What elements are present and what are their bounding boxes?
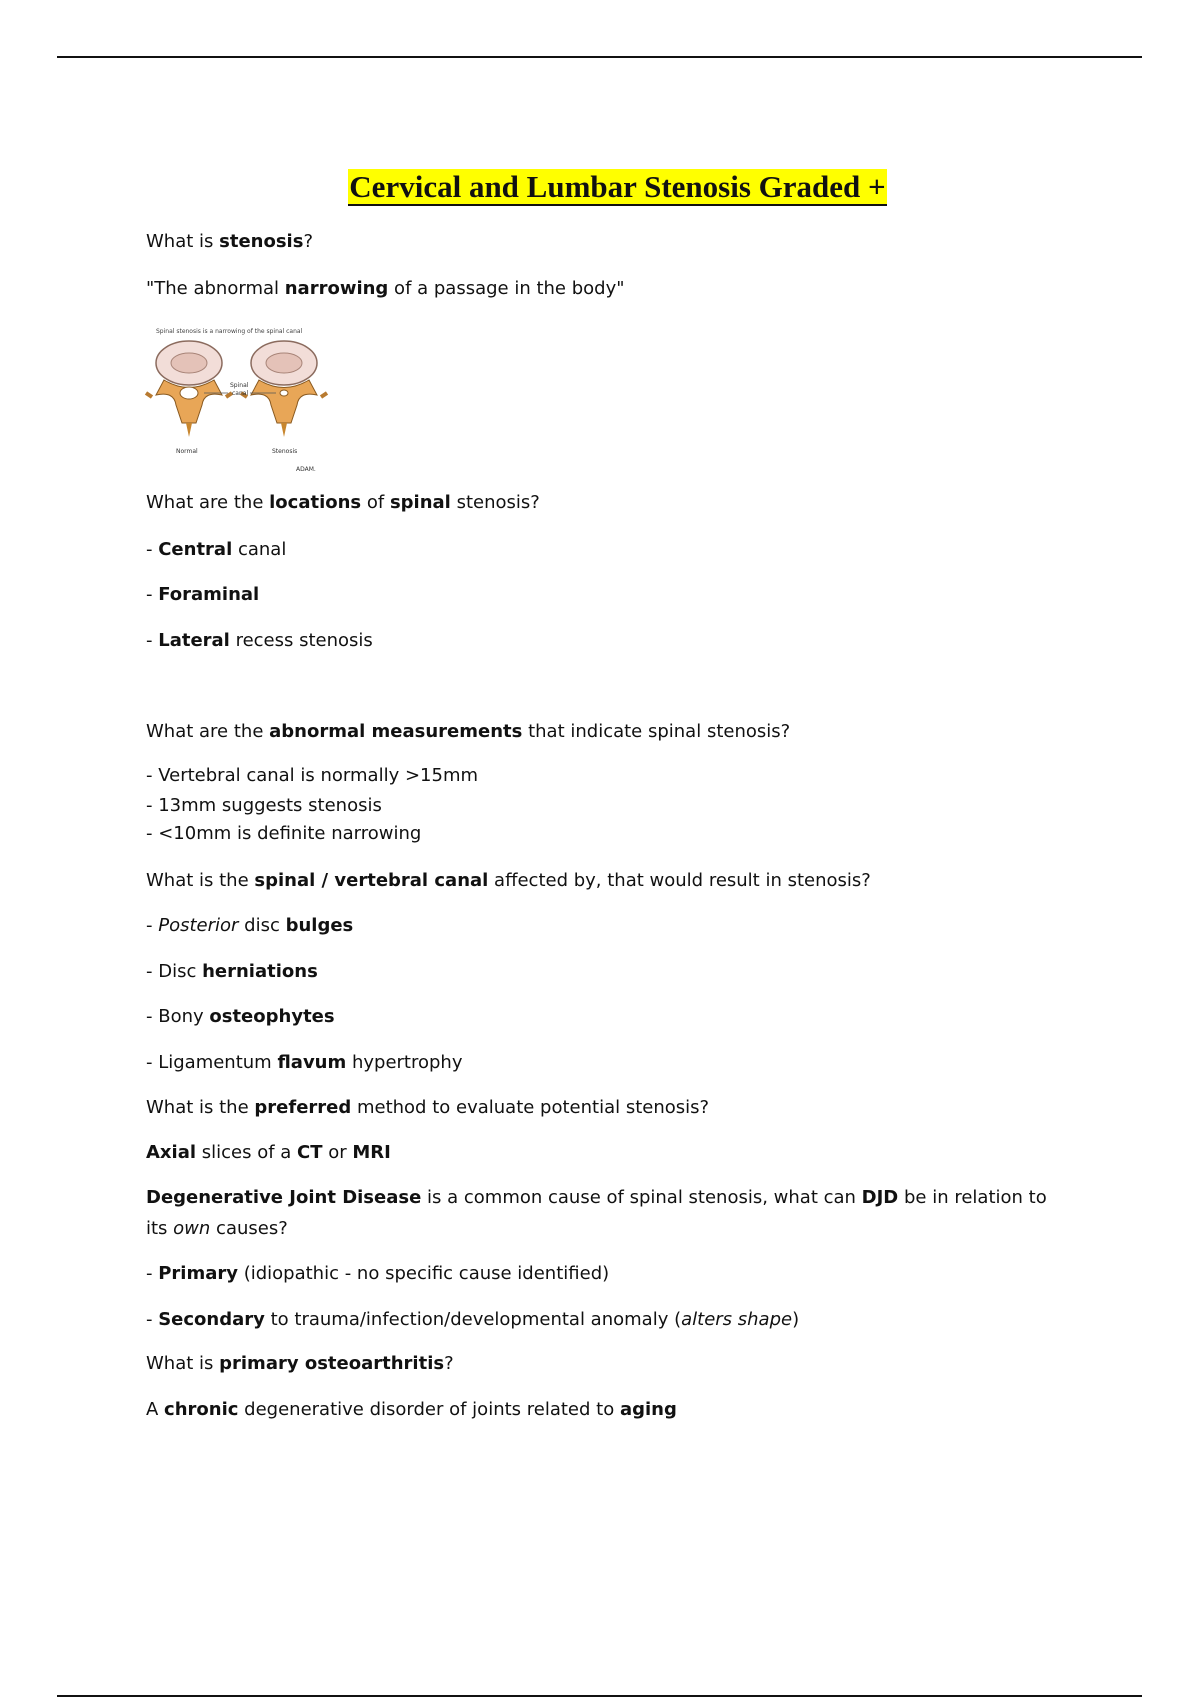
- stenosis-vertebra: [241, 341, 327, 437]
- text-run: of a passage in the body": [388, 278, 625, 299]
- bold-text: DJD: [861, 1187, 899, 1208]
- stenosis-label: Stenosis: [272, 448, 298, 455]
- text-run: or: [322, 1142, 353, 1163]
- normal-label: Normal: [176, 448, 198, 455]
- question-canal: [146, 869, 871, 893]
- text-run: its: [146, 1218, 174, 1239]
- bold-text: spinal: [389, 492, 451, 513]
- list-item: [146, 764, 478, 788]
- text-run: causes?: [210, 1218, 288, 1239]
- bold-text: CT: [297, 1142, 323, 1163]
- question-stenosis: [146, 230, 313, 254]
- text-run: - Vertebral canal is normally >15mm: [146, 765, 479, 786]
- text-run: -: [146, 539, 159, 560]
- answer-osteoarthritis: [146, 1398, 677, 1422]
- text-run: hypertrophy: [346, 1052, 463, 1073]
- text-run: What are the: [146, 492, 270, 513]
- bold-text: stenosis: [219, 231, 304, 252]
- bold-text: herniations: [202, 961, 318, 982]
- text-run: -: [146, 915, 159, 936]
- text-run: degenerative disorder of joints related to: [238, 1399, 620, 1420]
- italic-text: alters shape: [681, 1309, 793, 1330]
- text-run: What is: [146, 1353, 220, 1374]
- text-run: What are the: [146, 721, 270, 742]
- list-item: [146, 822, 421, 846]
- normal-vertebra: [146, 341, 232, 437]
- text-run: to trauma/infection/developmental anomaly (: [264, 1309, 682, 1330]
- header-rule: [57, 56, 1142, 58]
- text-run: What is the: [146, 1097, 255, 1118]
- question-djd-cont: [146, 1217, 288, 1241]
- text-run: disc: [238, 915, 286, 936]
- italic-text: Posterior: [158, 915, 239, 936]
- bold-text: preferred: [254, 1097, 352, 1118]
- text-run: "The abnormal: [146, 278, 285, 299]
- text-run: recess stenosis: [229, 630, 373, 651]
- bold-text: chronic: [164, 1399, 239, 1420]
- text-run: (idiopathic - no specific cause identified): [237, 1263, 610, 1284]
- list-item: [146, 583, 259, 607]
- text-run: method to evaluate potential stenosis?: [351, 1097, 710, 1118]
- title-text: Cervical and Lumbar Stenosis Graded +: [349, 169, 886, 204]
- list-item: [146, 538, 286, 562]
- text-run: -: [146, 1263, 159, 1284]
- list-item: [146, 794, 382, 818]
- text-run: - 13mm suggests stenosis: [146, 795, 382, 816]
- bold-text: Secondary: [158, 1309, 265, 1330]
- text-run: - Disc: [146, 961, 203, 982]
- bold-text: locations: [269, 492, 362, 513]
- text-run: - Ligamentum: [146, 1052, 278, 1073]
- bold-text: Foraminal: [158, 584, 260, 605]
- bold-text: osteophytes: [209, 1006, 335, 1027]
- question-osteoarthritis: [146, 1352, 454, 1376]
- canal-label: Spinal: [230, 382, 249, 389]
- bold-text: narrowing: [284, 278, 389, 299]
- spinal-stenosis-figure: [144, 325, 332, 475]
- text-run: - Bony: [146, 1006, 210, 1027]
- text-run: -: [146, 1309, 159, 1330]
- text-run: that indicate spinal stenosis?: [522, 721, 791, 742]
- text-run: affected by, that would result in stenosis?: [488, 870, 871, 891]
- bold-text: primary osteoarthritis: [219, 1353, 445, 1374]
- list-item: [146, 1005, 335, 1029]
- list-item: [146, 1051, 463, 1075]
- text-run: ?: [303, 231, 313, 252]
- bold-text: spinal / vertebral canal: [254, 870, 489, 891]
- list-item: [146, 1262, 609, 1286]
- text-run: -: [146, 630, 159, 651]
- figure-credit: ADAM.: [296, 466, 316, 473]
- bold-text: Primary: [158, 1263, 238, 1284]
- bold-text: Lateral: [158, 630, 230, 651]
- text-run: is a common cause of spinal stenosis, what can: [421, 1187, 862, 1208]
- text-run: slices of a: [196, 1142, 298, 1163]
- list-item: [146, 629, 373, 653]
- document-title: [0, 168, 1200, 206]
- canal-label-2: canal: [232, 390, 249, 397]
- question-method: [146, 1096, 709, 1120]
- bold-text: MRI: [352, 1142, 391, 1163]
- footer-rule: [57, 1695, 1142, 1697]
- text-run: What is: [146, 231, 220, 252]
- text-run: stenosis?: [450, 492, 540, 513]
- bold-text: Axial: [146, 1142, 197, 1163]
- question-djd: [146, 1186, 1047, 1210]
- text-run: canal: [232, 539, 287, 560]
- text-run: ): [792, 1309, 800, 1330]
- question-locations: [146, 491, 540, 515]
- text-run: of: [361, 492, 390, 513]
- question-measurements: [146, 720, 790, 744]
- answer-method: [146, 1141, 391, 1165]
- spine-diagram: [144, 325, 332, 475]
- bold-text: Degenerative Joint Disease: [146, 1187, 422, 1208]
- bold-text: abnormal measurements: [269, 721, 523, 742]
- text-run: be in relation to: [898, 1187, 1047, 1208]
- text-run: - <10mm is definite narrowing: [146, 823, 422, 844]
- list-item: [146, 960, 318, 984]
- figure-caption: Spinal stenosis is a narrowing of the spinal canal: [156, 328, 303, 335]
- bold-text: Central: [158, 539, 233, 560]
- italic-text: own: [173, 1218, 211, 1239]
- text-run: A: [146, 1399, 165, 1420]
- bold-text: flavum: [277, 1052, 347, 1073]
- text-run: ?: [444, 1353, 454, 1374]
- text-run: What is the: [146, 870, 255, 891]
- text-run: -: [146, 584, 159, 605]
- list-item: [146, 1308, 799, 1332]
- list-item: [146, 914, 353, 938]
- bold-text: aging: [619, 1399, 677, 1420]
- bold-text: bulges: [285, 915, 354, 936]
- answer-stenosis: [146, 277, 625, 301]
